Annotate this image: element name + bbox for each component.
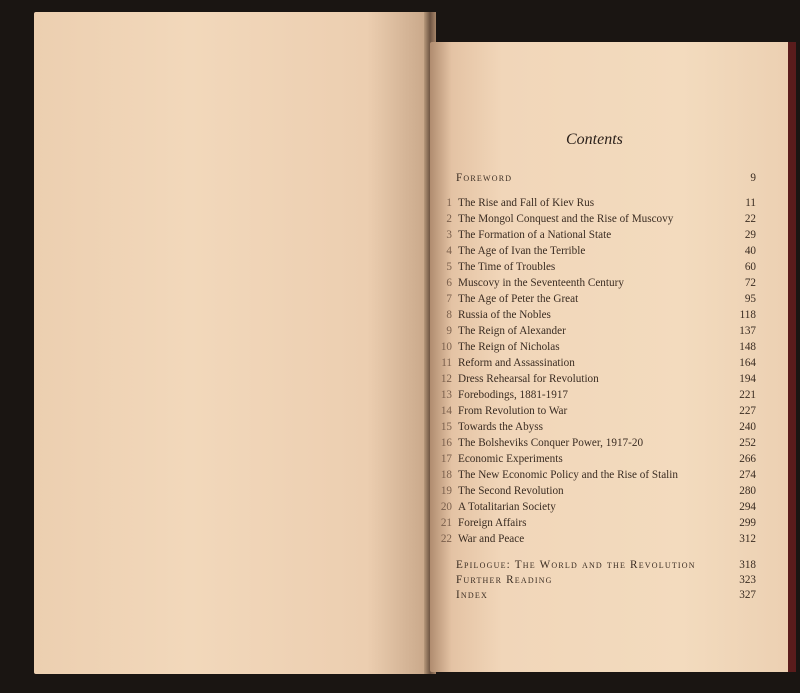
chapter-title: The Age of Peter the Great [458,293,579,305]
chapter-page: 312 [739,533,756,545]
chapter-page: 72 [744,277,756,289]
chapter-page: 240 [739,421,756,433]
chapter-number: 16 [440,437,452,449]
toc-epilogue-page: 318 [739,559,756,571]
chapter-title: The Second Revolution [458,485,564,497]
chapter-page: 164 [739,357,756,369]
toc-row [436,420,756,434]
chapter-number: 8 [446,309,452,321]
chapter-title: The Reign of Alexander [458,325,566,337]
left-page [34,12,426,674]
chapter-number: 18 [440,469,452,481]
chapter-number: 5 [446,261,452,273]
toc-row [436,212,756,226]
toc-row [436,468,756,482]
toc-row [436,388,756,402]
chapter-number: 19 [440,485,452,497]
toc-row [436,500,756,514]
chapter-title: Foreign Affairs [458,517,527,529]
toc-epilogue-row [436,558,756,572]
chapter-page: 95 [744,293,756,305]
toc-row [436,436,756,450]
chapter-number: 12 [440,373,452,385]
chapter-title: The New Economic Policy and the Rise of Stalin [458,469,678,481]
chapter-page: 29 [744,229,756,241]
toc-further-reading-title: Further Reading [456,574,553,586]
contents-heading: Contents [566,131,623,148]
chapter-title: A Totalitarian Society [458,501,556,513]
chapter-number: 13 [440,389,452,401]
toc-row [436,484,756,498]
chapter-title: The Time of Troubles [458,261,556,273]
toc-foreword-page: 9 [750,172,756,184]
chapter-page: 266 [739,453,756,465]
toc-row [436,228,756,242]
chapter-page: 148 [739,341,756,353]
chapter-number: 15 [440,421,452,433]
chapter-number: 14 [440,405,452,417]
chapter-page: 221 [739,389,756,401]
toc-row [436,292,756,306]
chapter-title: The Reign of Nicholas [458,341,560,353]
chapter-page: 227 [739,405,756,417]
chapter-title: War and Peace [458,533,525,545]
chapter-page: 137 [739,325,756,337]
toc-foreword-row [436,171,756,185]
toc-index-page: 327 [739,589,756,601]
chapter-title: The Bolsheviks Conquer Power, 1917-20 [458,437,644,449]
chapter-number: 4 [446,245,452,257]
chapter-page: 118 [739,309,756,321]
chapter-number: 11 [441,357,452,369]
toc-further-reading-page: 323 [739,574,756,586]
chapter-number: 20 [440,501,452,513]
chapter-title: The Rise and Fall of Kiev Rus [458,197,595,209]
chapter-page: 11 [745,197,756,209]
chapter-page: 252 [739,437,756,449]
toc-row [436,452,756,466]
chapter-page: 294 [739,501,756,513]
chapter-title: The Formation of a National State [458,229,612,241]
toc-index-row [436,588,756,602]
chapter-title: Muscovy in the Seventeenth Century [458,277,624,289]
chapter-number: 9 [446,325,452,337]
toc-row [436,516,756,530]
toc-row [436,340,756,354]
toc-row [436,532,756,546]
chapter-title: Economic Experiments [458,453,563,465]
toc-index-title: Index [456,589,488,601]
chapter-number: 7 [446,293,452,305]
toc-row [436,372,756,386]
toc-row [436,196,756,210]
chapter-title: Dress Rehearsal for Revolution [458,373,599,385]
chapter-number: 10 [440,341,452,353]
chapter-title: From Revolution to War [458,405,568,417]
chapter-title: The Age of Ivan the Terrible [458,245,586,257]
chapter-page: 22 [744,213,756,225]
toc-further-reading-row [436,573,756,587]
chapter-title: The Mongol Conquest and the Rise of Muscovy [458,213,674,225]
chapter-page: 280 [739,485,756,497]
chapter-page: 40 [744,245,756,257]
toc-row [436,356,756,370]
chapter-number: 6 [446,277,452,289]
chapter-number: 2 [446,213,452,225]
chapter-title: Forebodings, 1881-1917 [458,389,569,401]
toc-row [436,260,756,274]
chapter-page: 274 [739,469,756,481]
chapter-number: 1 [446,197,452,209]
chapter-number: 3 [446,229,452,241]
toc-row [436,276,756,290]
book-cover-edge [788,42,796,672]
chapter-page: 194 [739,373,756,385]
chapter-title: Reform and Assassination [458,357,575,369]
toc-row [436,308,756,322]
toc-row [436,244,756,258]
chapter-number: 17 [440,453,452,465]
chapter-number: 22 [440,533,452,545]
toc-epilogue-title: Epilogue: The World and the Revolution [456,559,696,571]
chapter-number: 21 [440,517,452,529]
toc-row [436,324,756,338]
chapter-title: Russia of the Nobles [458,309,551,321]
toc-row [436,404,756,418]
toc-foreword-title: Foreword [456,172,513,184]
chapter-title: Towards the Abyss [458,421,543,433]
chapter-page: 299 [739,517,756,529]
chapter-page: 60 [744,261,756,273]
